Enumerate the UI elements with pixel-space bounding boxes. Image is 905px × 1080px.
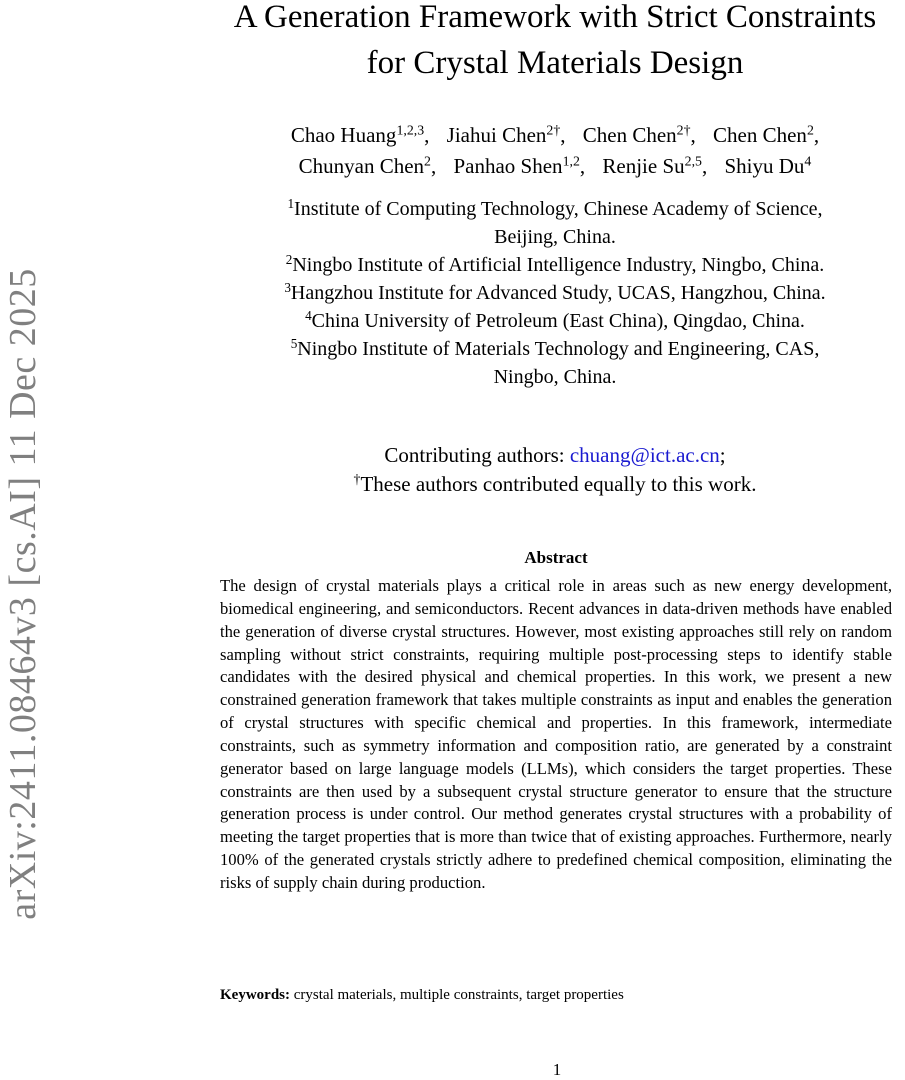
dagger-mark: † [353, 471, 361, 487]
keywords-line [220, 985, 892, 1005]
author: Chen Chen$^2$, [713, 122, 820, 147]
abstract-text: The design of crystal materials plays a critical role in areas such as new energy development, biomedical engineering, and semiconductors. Recent advances in data-driven methods have enabled the generation of diverse crystal structures. However, most existing approaches still rely on random sampling without strict constraints, requiring multiple post-processing steps to identify stable candidates with the desired physical and chemical properties. In this work, we present a new constrained generation framework that takes multiple constraints as input and enables the generation of crystal structures with specific chemical and properties. In this framework, intermediate constraints, such as symmetry information and composition ratio, are generated by a constraint generator based on large language models (LLMs), which considers the target properties. These constraints are then used by a subsequent crystal structure generator to ensure that the structure generation process is under control. Our method generates crystal structures with a probability of meeting the target properties that is more than twice that of existing approaches. Furthermore, nearly 100% of the generated crystals strictly adhere to predefined chemical composition, eliminating the risks of supply chain during production. [220, 576, 892, 892]
equal-contribution-note: †These authors contributed equally to this work. [353, 471, 757, 496]
email-link[interactable]: chuang@ict.ac.cn [569, 443, 720, 467]
affiliation: $^4$China University of Petroleum (East China), Qingdao, China. [305, 307, 805, 332]
affiliation: $^5$Ningbo Institute of Materials Technology and Engineering, CAS, Ningbo, China. [290, 335, 820, 388]
affiliation: $^2$Ningbo Institute of Artificial Intelligence Industry, Ningbo, China. [285, 251, 825, 276]
author: Panhao Shen$^{1,2}$, [453, 153, 586, 178]
paper-title [195, 0, 905, 86]
author: Shiyu Du$^4$ [724, 153, 812, 178]
author-list [205, 120, 905, 182]
author: Chao Huang$^{1,2,3}$, [290, 122, 430, 147]
title-line-2: for Crystal Materials Design [366, 45, 744, 81]
contact-block [205, 441, 905, 499]
affiliation: $^3$Hangzhou Institute for Advanced Study, UCAS, Hangzhou, China. [284, 279, 826, 304]
title-line-1: A Generation Framework with Strict Constraints [233, 0, 877, 35]
arxiv-identifier: arXiv:2411.08464v3 [cs.AI] 11 Dec 2025 [2, 268, 44, 920]
author: Chunyan Chen$^2$, [298, 153, 437, 178]
author: Chen Chen$^{2\dagger}$, [582, 122, 696, 147]
author: Renjie Su$^{2,5}$, [602, 153, 708, 178]
abstract-heading: Abstract [524, 548, 588, 567]
page-number: 1 [552, 1060, 562, 1079]
keywords-text: crystal materials, multiple constraints, target properties [290, 987, 624, 1003]
contributing-authors-line: Contributing authors: chuang@ict.ac.cn; [384, 443, 726, 467]
affiliation-list [205, 195, 905, 391]
author: Jiahui Chen$^{2\dagger}$, [446, 122, 566, 147]
keywords-label: Keywords: [220, 987, 290, 1003]
affiliation: $^1$Institute of Computing Technology, Chinese Academy of Science, Beijing, China. [287, 195, 823, 248]
